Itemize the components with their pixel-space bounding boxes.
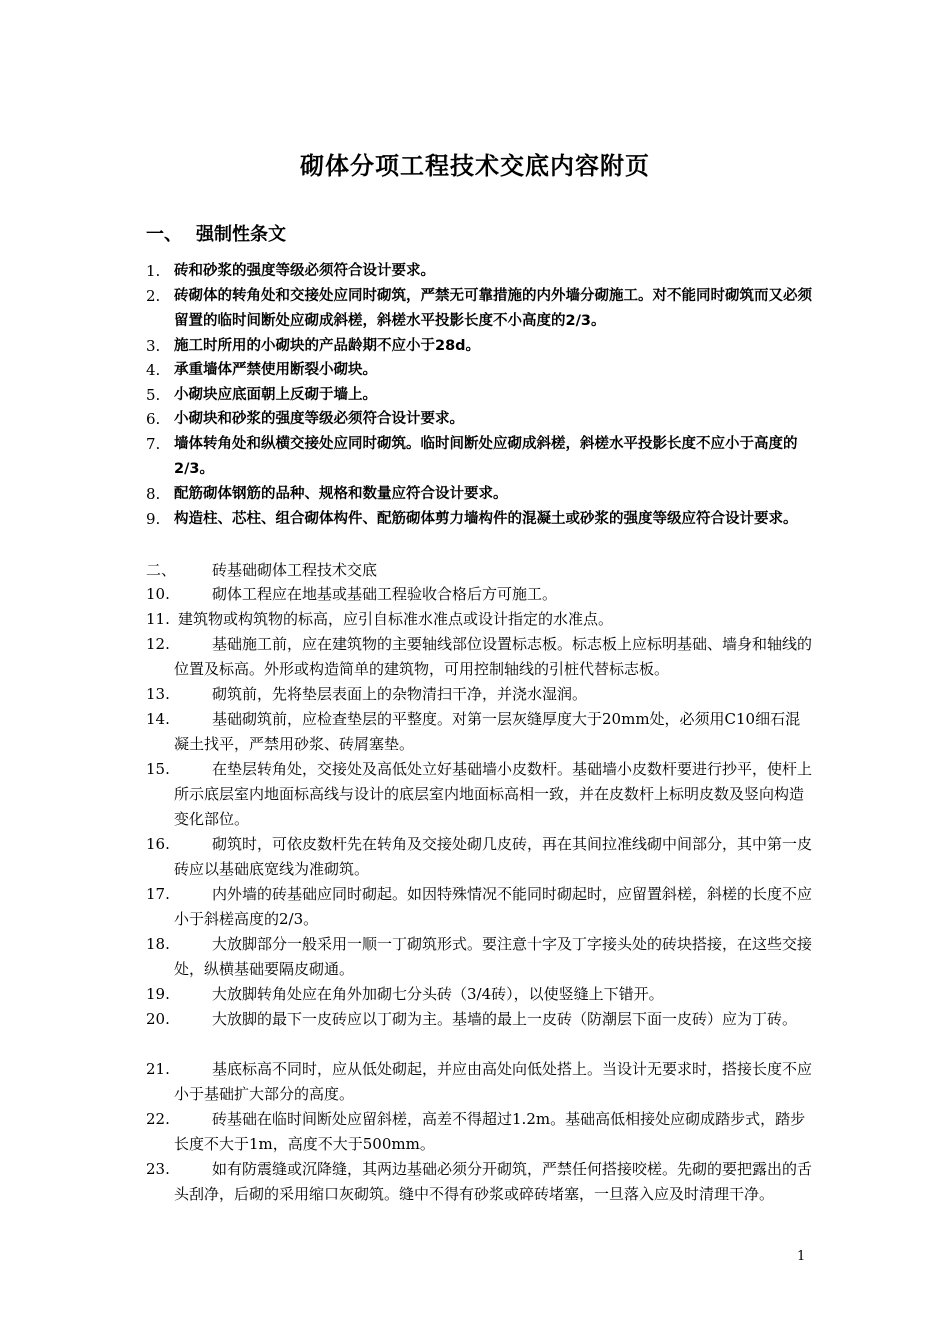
section-1-number: 一、	[146, 224, 182, 245]
list-item: 13. 砌筑前，先将垫层表面上的杂物清扫干净，并浇水湿润。	[146, 685, 588, 703]
section-1-heading	[146, 220, 286, 246]
section-2-title: 砖基础砌体工程技术交底	[212, 561, 378, 579]
list-item: 5. 小砌块应底面朝上反砌于墙上。	[146, 386, 377, 404]
list-item: 4. 承重墙体严禁使用断裂小砌块。	[146, 361, 377, 379]
list-item: 1. 砖和砂浆的强度等级必须符合设计要求。	[146, 262, 435, 280]
section-2-heading	[146, 558, 814, 583]
list-item: 17. 内外墙的砖基础应同时砌起。如因特殊情况不能同时砌起时，应留置斜槎，斜槎的长度不应小于斜槎高度的2/3。	[146, 885, 813, 928]
list-item: 10. 砌体工程应在地基或基础工程验收合格后方可施工。	[146, 585, 558, 603]
section-1-title: 强制性条文	[196, 224, 286, 245]
list-item: 20. 大放脚的最下一皮砖应以丁砌为主。基墙的最上一皮砖（防潮层下面一皮砖）应为丁砖。	[146, 1010, 798, 1028]
list-item: 16. 砌筑时，可依皮数杆先在转角及交接处砌几皮砖，再在其间拉准线砌中间部分，其中第一皮砖应以基础底宽线为准砌筑。	[146, 835, 813, 878]
list-item: 14. 基础砌筑前，应检查垫层的平整度。对第一层灰缝厚度大于20mm处，必须用C10细石混凝土找平，严禁用砂浆、砖屑塞垫。	[146, 710, 801, 753]
list-item: 7. 墙体转角处和纵横交接处应同时砌筑。临时间断处应砌成斜槎，斜槎水平投影长度不应小于高度的2/3。	[146, 435, 798, 477]
list-item: 18. 大放脚部分一般采用一顺一丁砌筑形式。要注意十字及丁字接头处的砖块搭接，在这些交接处，纵横基础要隔皮砌通。	[146, 935, 813, 978]
list-item: 22. 砖基础在临时间断处应留斜槎，高差不得超过1.2m。基础高低相接处应砌成踏步式，踏步长度不大于1m，高度不大于500mm。	[146, 1110, 806, 1153]
list-item: 6. 小砌块和砂浆的强度等级必须符合设计要求。	[146, 410, 464, 428]
list-item: 23. 如有防震缝或沉降缝，其两边基础必须分开砌筑，严禁任何搭接咬槎。先砌的要把露出的舌头刮净，后砌的采用缩口灰砌筑。缝中不得有砂浆或碎砖堵塞，一旦落入应及时清理干净。	[146, 1160, 813, 1203]
list-item: 12. 基础施工前，应在建筑物的主要轴线部位设置标志板。标志板上应标明基础、墙身和轴线的位置及标高。外形或构造简单的建筑物，可用控制轴线的引桩代替标志板。	[146, 635, 813, 678]
document-title: 砌体分项工程技术交底内容附页	[300, 152, 650, 180]
list-item: 11. 建筑物或构筑物的标高，应引自标准水准点或设计指定的水准点。	[146, 610, 614, 628]
list-item: 9. 构造柱、芯柱、组合砌体构件、配筋砌体剪力墙构件的混凝土或砂浆的强度等级应符合设计要求。	[146, 510, 798, 528]
list-item: 19. 大放脚转角处应在角外加砌七分头砖（3/4砖），以使竖缝上下错开。	[146, 985, 664, 1003]
list-item: 2. 砖砌体的转角处和交接处应同时砌筑，严禁无可靠措施的内外墙分砌施工。对不能同时砌筑而又必须留置的临时间断处应砌成斜槎，斜槎水平投影长度不小高度的2/3。	[146, 287, 812, 329]
page-number: 1	[797, 1249, 806, 1264]
section-2-number: 二、	[146, 561, 177, 579]
list-item: 3. 施工时所用的小砌块的产品龄期不应小于28d。	[146, 337, 481, 355]
list-item: 21. 基底标高不同时，应从低处砌起，并应由高处向低处搭上。当设计无要求时，搭接长度不应小于基础扩大部分的高度。	[146, 1060, 813, 1103]
list-item: 8. 配筋砌体钢筋的品种、规格和数量应符合设计要求。	[146, 485, 508, 503]
list-item: 15. 在垫层转角处，交接处及高低处立好基础墙小皮数杆。基础墙小皮数杆要进行抄平，使杆上所示底层室内地面标高线与设计的底层室内地面标高相一致，并在皮数杆上标明皮数及竖向构造变化部位。	[146, 760, 813, 828]
